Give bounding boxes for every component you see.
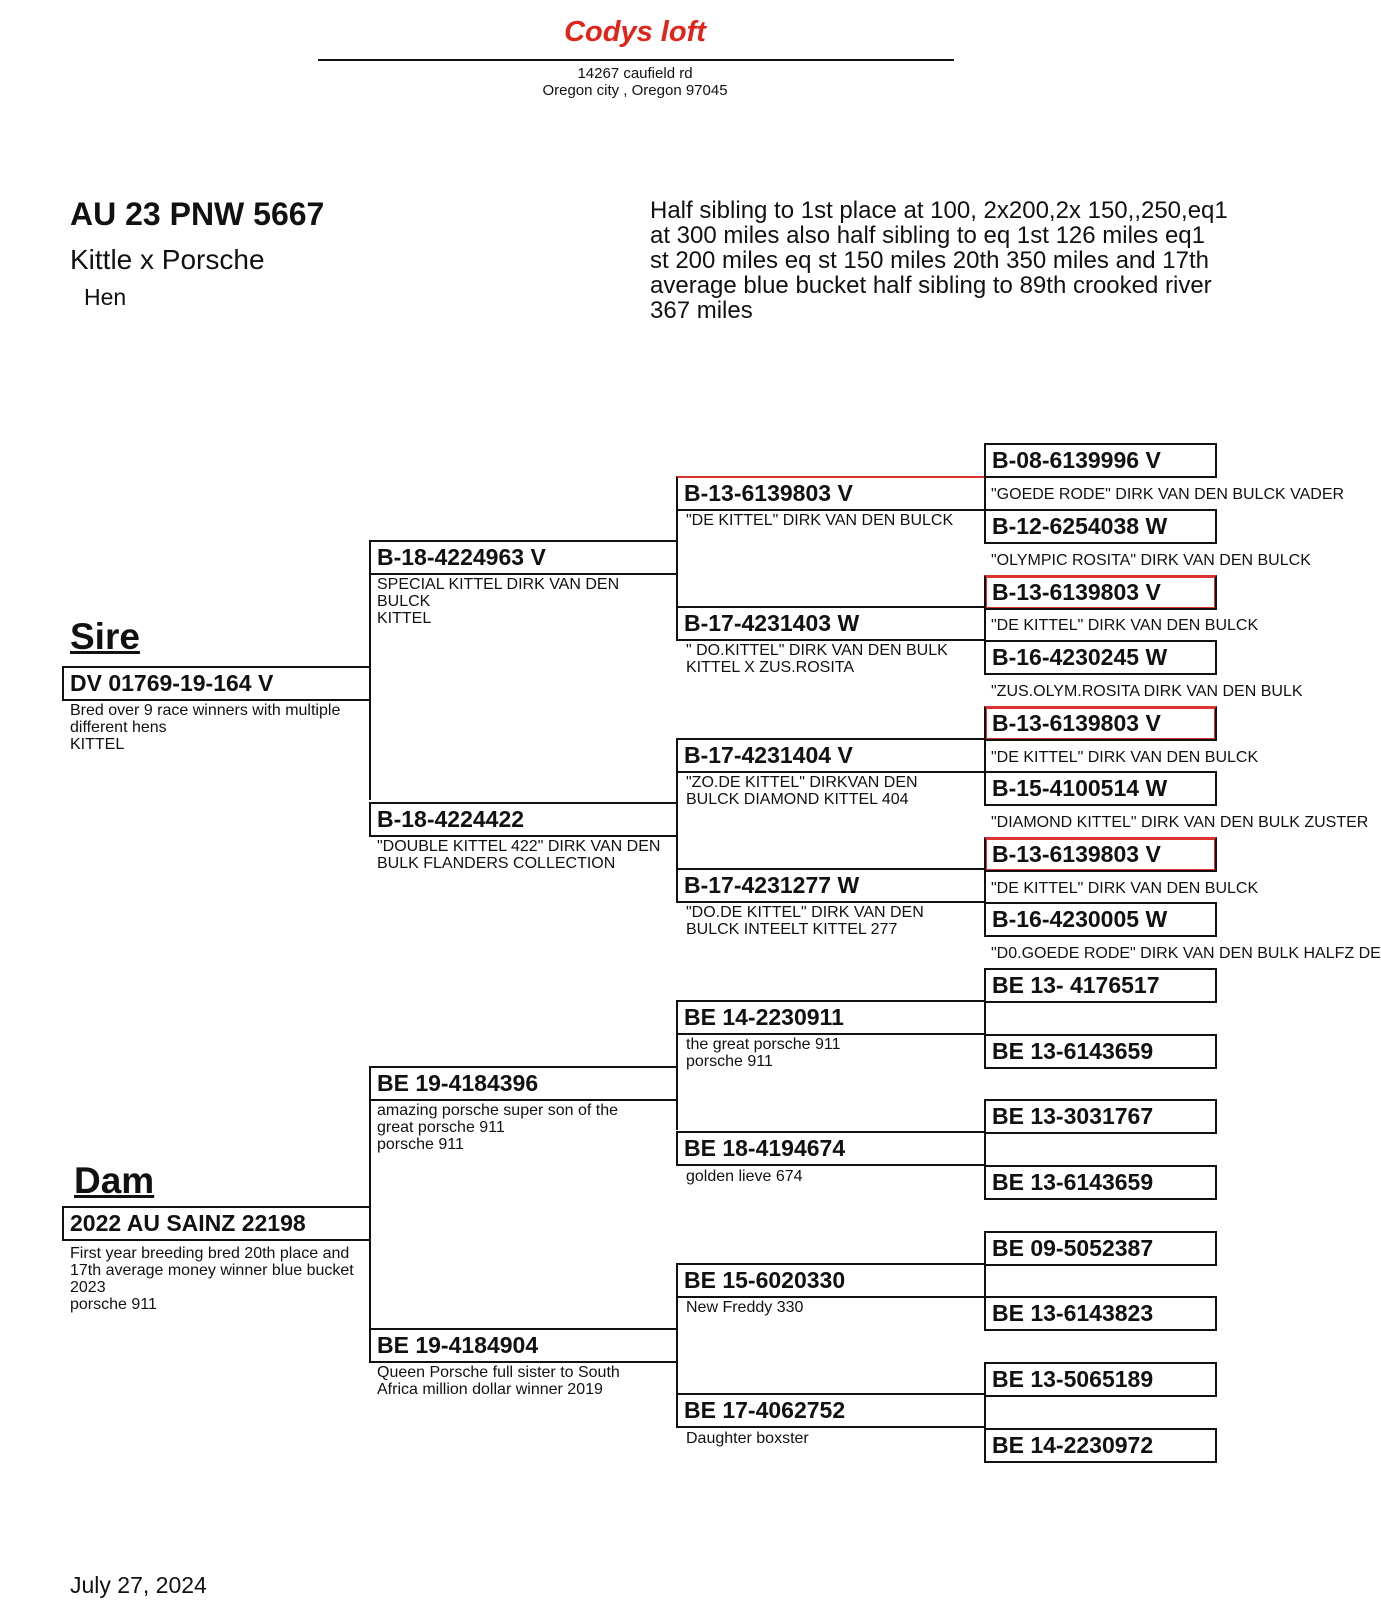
- dam-dam-note: Queen Porsche full sister to South Africa million dollar winner 2019: [377, 1364, 620, 1398]
- sire-sire-note: SPECIAL KITTEL DIRK VAN DEN BULCK KITTEL: [377, 576, 620, 627]
- gen4-2-box: B-12-6254038 W: [984, 509, 1217, 544]
- ss-dam-note: " DO.KITTEL" DIRK VAN DEN BULK KITTEL X ZUS.ROSITA: [686, 642, 948, 676]
- gen4-11-box: BE 13-3031767: [984, 1099, 1217, 1134]
- sd-dam-box: B-17-4231277 W: [676, 868, 986, 903]
- sire-dam-note: "DOUBLE KITTEL 422" DIRK VAN DEN BULK FLANDERS COLLECTION: [377, 838, 661, 872]
- dam-label: Dam: [74, 1160, 155, 1201]
- gen4-3-note: "DE KITTEL" DIRK VAN DEN BULCK: [991, 617, 1259, 634]
- sd-dam-note: "DO.DE KITTEL" DIRK VAN DEN BULCK INTEELT KITTEL 277: [686, 904, 924, 938]
- sire-note: Bred over 9 race winners with multiple different hens KITTEL: [70, 702, 341, 753]
- dam-sire-note: amazing porsche super son of the great porsche 911 porsche 911: [377, 1102, 619, 1153]
- sire-dam-box: B-18-4224422: [369, 802, 678, 837]
- ds-dam-note: golden lieve 674: [686, 1168, 803, 1185]
- ss-sire-note: "DE KITTEL" DIRK VAN DEN BULCK: [686, 512, 954, 529]
- sire-label: Sire: [70, 616, 140, 657]
- dd-dam-note: Daughter boxster: [686, 1430, 809, 1447]
- header-divider: [318, 59, 954, 61]
- connector-dam-gen2: [369, 1068, 371, 1328]
- gen4-1-box: B-08-6139996 V: [984, 443, 1217, 478]
- sd-sire-note: "ZO.DE KITTEL" DIRKVAN DEN BULCK DIAMOND KITTEL 404: [686, 774, 918, 808]
- bird-ring-number: AU 23 PNW 5667: [70, 196, 325, 232]
- gen4-15-box: BE 13-5065189: [984, 1362, 1217, 1397]
- bird-sex: Hen: [84, 284, 127, 310]
- gen4-12-box: BE 13-6143659: [984, 1165, 1217, 1200]
- bird-description: Half sibling to 1st place at 100, 2x200,2x 150,,250,eq1 at 300 miles also half sibling to eq 1st 126 miles eq1 st 200 miles eq st 150 miles 20th 350 miles and 17th average blue bucket half sibling to 89th crooked river 367 miles: [650, 197, 1228, 324]
- gen4-3-box: B-13-6139803 V: [984, 575, 1217, 610]
- gen4-6-note: "DIAMOND KITTEL" DIRK VAN DEN BULK ZUSTER: [991, 814, 1369, 831]
- dam-ring-box: 2022 AU SAINZ 22198: [62, 1206, 371, 1241]
- gen4-10-box: BE 13-6143659: [984, 1034, 1217, 1069]
- ds-sire-box: BE 14-2230911: [676, 1000, 986, 1035]
- bird-cross: Kittle x Porsche: [70, 244, 265, 275]
- sire-sire-box: B-18-4224963 V: [369, 540, 678, 575]
- address-line-2: Oregon city , Oregon 97045: [542, 82, 728, 99]
- gen4-5-box: B-13-6139803 V: [984, 706, 1217, 741]
- dam-dam-box: BE 19-4184904: [369, 1328, 678, 1363]
- gen4-4-box: B-16-4230245 W: [984, 640, 1217, 675]
- gen4-6-box: B-15-4100514 W: [984, 771, 1217, 806]
- loft-name: Codys loft: [564, 16, 706, 48]
- ds-dam-box: BE 18-4194674: [676, 1131, 986, 1166]
- dd-sire-note: New Freddy 330: [686, 1299, 804, 1316]
- gen4-4-note: "ZUS.OLYM.ROSITA DIRK VAN DEN BULK: [991, 683, 1303, 700]
- gen4-7-box: B-13-6139803 V: [984, 837, 1217, 872]
- ds-sire-note: the great porsche 911 porsche 911: [686, 1036, 841, 1070]
- gen4-9-box: BE 13- 4176517: [984, 968, 1217, 1003]
- gen4-8-note: "D0.GOEDE RODE" DIRK VAN DEN BULK HALFZ DE: [991, 945, 1381, 962]
- address-line-1: 14267 caufield rd: [577, 65, 693, 82]
- print-date: July 27, 2024: [70, 1572, 207, 1598]
- gen4-16-box: BE 14-2230972: [984, 1428, 1217, 1463]
- dam-note: First year breeding bred 20th place and 17th average money winner blue bucket 2023 porsche 911: [70, 1245, 354, 1313]
- dd-dam-box: BE 17-4062752: [676, 1393, 986, 1428]
- gen4-1-note: "GOEDE RODE" DIRK VAN DEN BULCK VADER: [991, 486, 1345, 503]
- gen4-5-note: "DE KITTEL" DIRK VAN DEN BULCK: [991, 749, 1259, 766]
- ss-dam-box: B-17-4231403 W: [676, 606, 986, 641]
- gen4-7-note: "DE KITTEL" DIRK VAN DEN BULCK: [991, 880, 1259, 897]
- ss-sire-box: B-13-6139803 V: [676, 476, 986, 511]
- gen4-13-box: BE 09-5052387: [984, 1231, 1217, 1266]
- gen4-14-box: BE 13-6143823: [984, 1296, 1217, 1331]
- gen4-2-note: "OLYMPIC ROSITA" DIRK VAN DEN BULCK: [991, 552, 1311, 569]
- sire-ring-box: DV 01769-19-164 V: [62, 666, 371, 701]
- gen4-8-box: B-16-4230005 W: [984, 902, 1217, 937]
- dd-sire-box: BE 15-6020330: [676, 1263, 986, 1298]
- sd-sire-box: B-17-4231404 V: [676, 738, 986, 773]
- dam-sire-box: BE 19-4184396: [369, 1066, 678, 1101]
